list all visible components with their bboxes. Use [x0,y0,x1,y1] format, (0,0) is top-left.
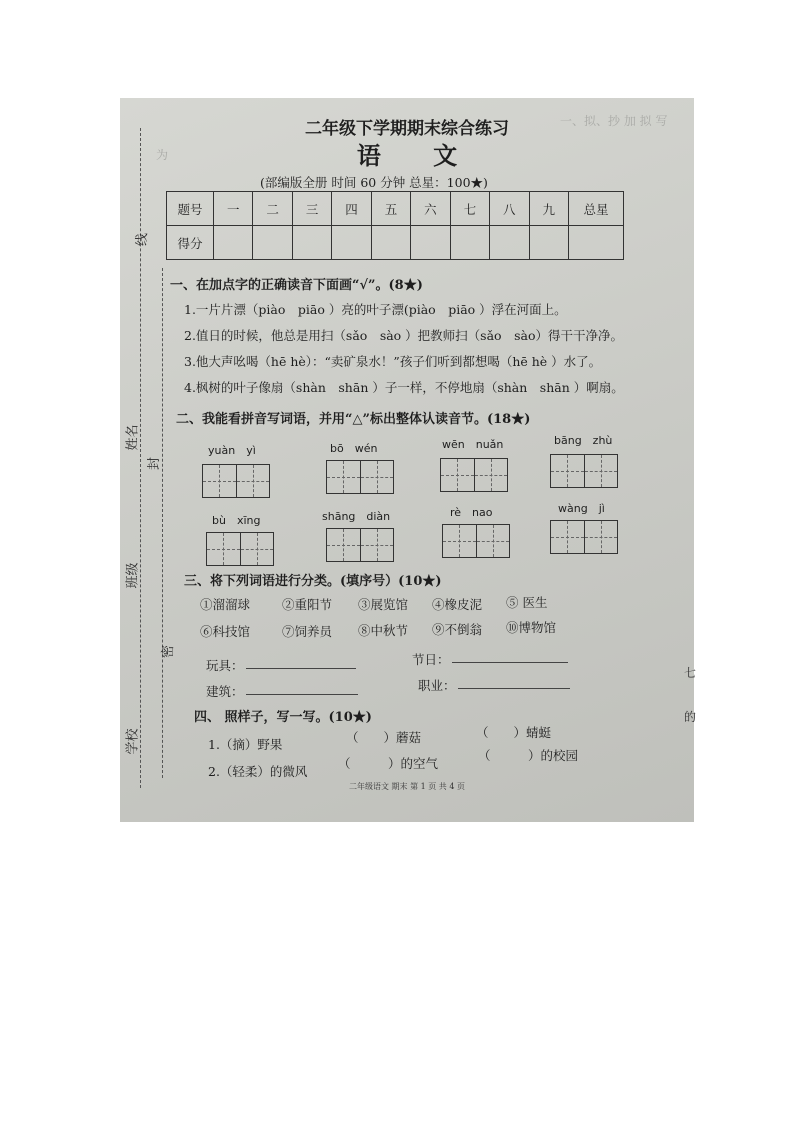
score-cell: 二 [253,192,292,226]
answer-line[interactable] [246,694,358,695]
score-cell: 总星 [569,192,624,226]
example-item: 1.（摘）野果 [208,737,283,752]
class-label: 班级 [125,562,141,589]
section-2-heading: 二、我能看拼音写词语，并用“△”标出整体认读音节。(18★) [176,412,531,427]
score-blank[interactable] [214,226,253,260]
word-option: ③展览馆 [358,597,409,612]
pinyin-label: bō wén [330,442,378,455]
example-item: 2.（轻柔）的微风 [208,764,308,779]
writing-grid[interactable] [550,520,618,554]
fill-blank-item[interactable]: （ ）蘑菇 [346,730,422,745]
score-blank[interactable] [371,226,410,260]
seal-label-feng: 封 [147,456,163,471]
exam-info: (部编版全册 时间 60 分钟 总星：100★) [260,175,488,190]
score-blank[interactable] [411,226,450,260]
subject-title: 语 文 [356,141,480,170]
fill-blank-item[interactable]: （ ）的空气 [338,756,439,771]
category-label: 职业： [418,678,456,693]
writing-grid[interactable] [442,524,510,558]
bleed-text: 为 [156,148,169,162]
pinyin-label: shāng diàn [322,510,391,523]
score-blank[interactable] [529,226,569,260]
page-title: 二年级下学期期末综合练习 [305,119,509,139]
answer-line[interactable] [452,662,568,663]
pinyin-label: bāng zhù [554,434,613,447]
score-blank[interactable] [292,226,331,260]
writing-grid[interactable] [206,532,274,566]
word-option: ⑧中秋节 [358,623,409,638]
bleed-text: 一、拟、抄 加 拟 写 [560,114,668,128]
binding-line-outer [140,128,141,788]
word-option: ⑦饲养员 [282,624,333,639]
score-table-header-row [167,192,624,226]
score-cell: 九 [529,192,569,226]
score-blank[interactable] [253,226,292,260]
score-cell: 八 [490,192,529,226]
score-cell: 得分 [167,226,214,260]
score-cell: 题号 [167,192,214,226]
page-footer: 二年级语文 期末 第 1 页 共 4 页 [349,782,465,791]
school-label: 学校 [125,728,141,755]
pinyin-label: wēn nuǎn [442,438,504,451]
writing-grid[interactable] [202,464,270,498]
score-cell: 七 [450,192,489,226]
word-option: ①溜溜球 [200,597,251,612]
score-cell: 五 [371,192,410,226]
seal-label-xian: 线 [135,232,151,247]
seal-label-mi: 密 [161,644,177,659]
bleed-text: 的 [684,710,697,724]
score-cell: 三 [292,192,331,226]
score-blank[interactable] [450,226,489,260]
section-1-item: 4.枫树的叶子像扇（shàn shān ）子一样，不停地扇（shàn shān ）啊扇。 [184,380,624,395]
section-1-item: 2.值日的时候，他总是用扫（sǎo sào ）把教师扫（sǎo sào）得干干净净。 [184,328,623,343]
word-option: ⑥科技馆 [200,624,251,639]
score-blank[interactable] [332,226,371,260]
section-1-item: 1.一片片漂（piào piāo ）亮的叶子漂(piào piāo ）浮在河面上。 [184,302,567,317]
category-label: 玩具： [206,658,244,673]
word-option: ④橡皮泥 [432,597,483,612]
answer-line[interactable] [458,688,570,689]
writing-grid[interactable] [550,454,618,488]
pinyin-label: bù xīng [212,514,261,527]
name-label: 姓名 [125,424,141,451]
fill-blank-item[interactable]: （ ）蜻蜓 [476,725,552,740]
pinyin-label: rè nao [450,506,493,519]
section-1-heading: 一、在加点字的正确读音下面画“√”。(8★) [170,278,423,293]
section-4-heading: 四、 照样子，写一写。(10★) [194,710,372,725]
score-blank[interactable] [569,226,624,260]
writing-grid[interactable] [440,458,508,492]
section-3-heading: 三、将下列词语进行分类。(填序号）(10★) [184,574,442,589]
score-cell: 六 [411,192,450,226]
score-blank[interactable] [490,226,529,260]
answer-line[interactable] [246,668,356,669]
writing-grid[interactable] [326,460,394,494]
pinyin-label: yuàn yì [208,444,256,457]
category-label: 建筑： [206,684,244,699]
word-option: ⑤ 医生 [506,595,548,610]
section-1-item: 3.他大声吆喝（hē hè）：“卖矿泉水！”孩子们听到都想喝（hē hè ）水了。 [184,354,602,369]
score-table-score-row [167,226,624,260]
word-option: ⑨不倒翁 [432,622,483,637]
writing-grid[interactable] [326,528,394,562]
word-option: ⑩博物馆 [506,620,557,635]
word-option: ②重阳节 [282,597,333,612]
binding-line-inner [162,268,163,778]
score-cell: 一 [214,192,253,226]
category-label: 节日： [412,652,450,667]
score-cell: 四 [332,192,371,226]
exam-photo [120,98,697,822]
fill-blank-item[interactable]: （ ）的校园 [478,748,579,763]
score-table [166,191,624,260]
bleed-text: 七 [684,666,697,680]
pinyin-label: wàng jì [558,502,605,515]
